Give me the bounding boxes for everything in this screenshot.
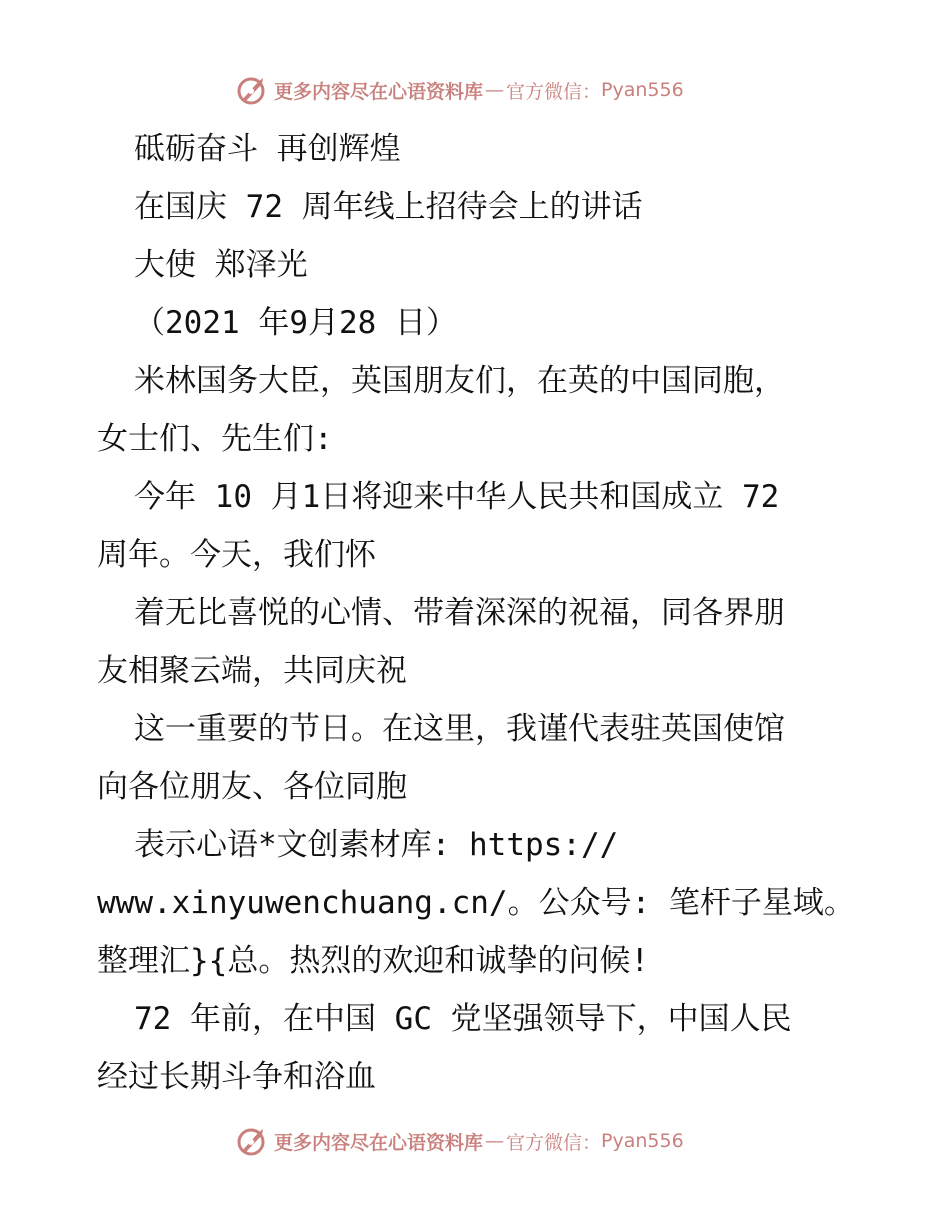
pen-seal-icon — [236, 74, 268, 106]
watermark-brand: 更多内容尽在心语资料库 — [274, 80, 484, 103]
doc-line: 今年 10 月1日将迎来中华人民共和国成立 72 — [134, 479, 780, 515]
footer-watermark — [236, 1124, 684, 1158]
doc-line: 这一重要的节日。在这里，我谨代表驻英国使馆 — [134, 711, 785, 747]
doc-line: 女士们、先生们: — [97, 421, 333, 457]
watermark-dash: — — [485, 1130, 505, 1152]
doc-line: 72 年前，在中国 GC 党坚强领导下，中国人民 — [134, 1001, 792, 1037]
doc-subtitle: 在国庆 72 周年线上招待会上的讲话 — [134, 189, 643, 225]
doc-line: 米林国务大臣，英国朋友们，在英的中国同胞， — [134, 363, 785, 399]
watermark-wechat-id: Pyan556 — [601, 1130, 684, 1152]
watermark-brand: 更多内容尽在心语资料库 — [274, 1131, 484, 1154]
doc-line: www.xinyuwenchuang.cn/。公众号: 笔杆子星域。 — [97, 885, 855, 921]
watermark-label: 官方微信： — [506, 80, 602, 103]
watermark-dash: — — [485, 79, 505, 101]
doc-line: 友相聚云端，共同庆祝 — [97, 653, 407, 689]
pen-seal-icon — [236, 1125, 268, 1157]
doc-line: 周年。今天，我们怀 — [97, 537, 376, 573]
doc-author: 大使 郑泽光 — [134, 247, 308, 283]
doc-line: 经过长期斗争和浴血 — [97, 1059, 376, 1095]
watermark-label: 官方微信： — [506, 1131, 602, 1154]
header-watermark — [236, 73, 684, 107]
doc-line: 表示心语*文创素材库: https:// — [134, 827, 619, 863]
doc-date: （2021 年9月28 日） — [134, 305, 457, 341]
doc-title: 砥砺奋斗 再创辉煌 — [134, 131, 401, 167]
doc-line: 着无比喜悦的心情、带着深深的祝福，同各界朋 — [134, 595, 785, 631]
watermark-wechat-id: Pyan556 — [601, 79, 684, 101]
doc-line: 向各位朋友、各位同胞 — [97, 769, 407, 805]
doc-line: 整理汇}{总。热烈的欢迎和诚挚的问候! — [97, 943, 649, 979]
